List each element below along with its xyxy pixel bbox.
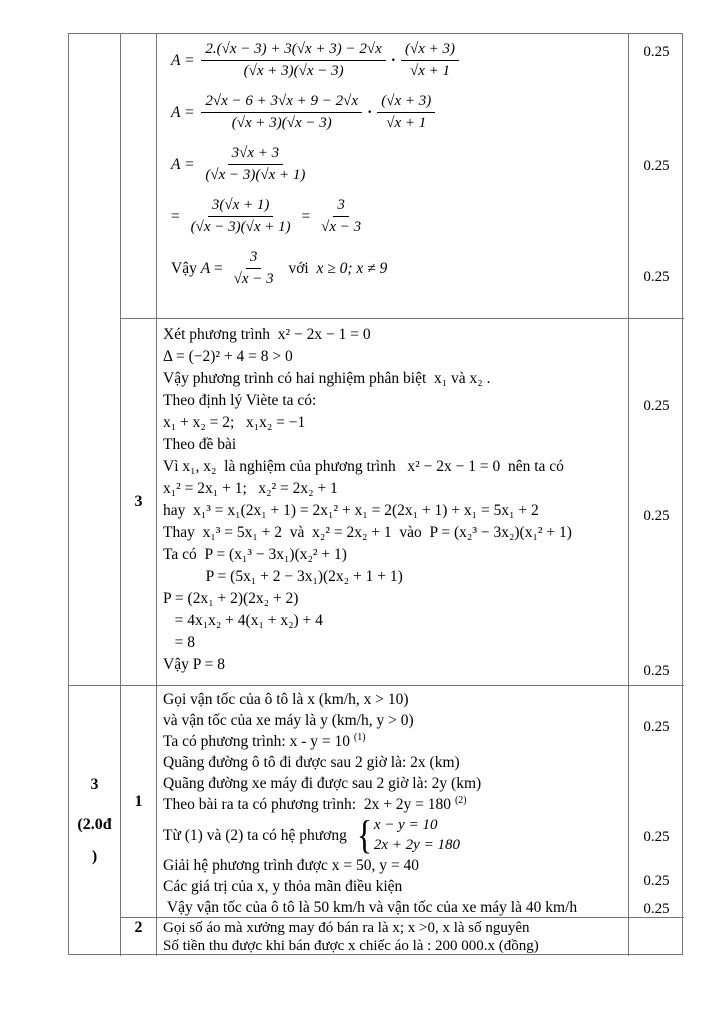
text-run: Giải hệ phương trình được x = 50, y = 40 (163, 857, 420, 874)
content-cell (157, 918, 629, 956)
text-run: Từ (1) và (2) ta có hệ phương (163, 826, 351, 844)
text-run: Xét phương trình x² − 2x − 1 = 0 (163, 326, 371, 343)
score-cell (629, 686, 684, 918)
text-run: Δ = (−2)² + 4 = 8 > 0 (163, 348, 293, 365)
sub-question-cell: 3 (121, 319, 157, 686)
text-run: Vì x₁, x₂ là nghiệm của phương trình x² − 2x − 1 = 0 nên ta có (163, 458, 564, 475)
text-run: (1) (353, 732, 366, 743)
content-line (163, 654, 626, 676)
text-run: (2) (454, 795, 467, 806)
text-run: Gọi số áo mà xưởng may đó bán ra là x; x >0, x là số nguyên (163, 920, 530, 936)
text-run: Quãng đường ô tô đi được sau 2 giờ là: 2x (km) (163, 754, 460, 771)
text-run: = 8 (163, 634, 195, 651)
text-run: · (367, 103, 373, 121)
content-line (163, 412, 626, 434)
score-value: 0.25 (643, 508, 670, 524)
content-line (163, 731, 626, 752)
content-line (163, 500, 626, 522)
question-points-close: ) (91, 848, 98, 865)
text-run: = (210, 259, 227, 277)
fraction: $\frac{3}{√x - 3}$ (321, 197, 362, 235)
content-line (171, 144, 626, 185)
content-line (163, 478, 626, 500)
content-cell (157, 319, 629, 686)
content-line (163, 855, 626, 876)
score-value: 0.25 (643, 398, 670, 414)
fraction: $\frac{(√x + 3)}{√x + 1}$ (377, 92, 435, 133)
text-run: Vậy phương trình có hai nghiệm phân biệt x₁ và x₂ . (163, 370, 491, 387)
fraction: $\frac{3√x + 3}{(√x - 3)(√x + 1)}$ (205, 145, 306, 183)
text-run: A = (171, 51, 199, 69)
content-cell (157, 686, 629, 918)
text-run: Vậy vận tốc của ô tô là 50 km/h và vận tốc của xe máy là 40 km/h (163, 899, 578, 916)
text-run: Ta có phương trình: x - y = 10 (163, 733, 354, 750)
content-line (163, 368, 626, 390)
content-line (163, 897, 626, 918)
text-run: Thay x₁³ = 5x₁ + 2 và x₂² = 2x₂ + 1 vào P = (x₂³ − 3x₂)(x₁² + 1) (163, 524, 572, 541)
text-run: Số tiền thu được khi bán được x chiếc áo là : 200 000.x (đồng) (163, 938, 539, 954)
equation-system: { x − y = 10 2x + 2y = 180 (356, 812, 460, 857)
score-value: 0.25 (643, 44, 670, 60)
text-run: x₁² = 2x₁ + 1; x₂² = 2x₂ + 1 (163, 480, 338, 497)
content-line (163, 919, 626, 937)
score-cell (629, 918, 684, 956)
content-line (163, 610, 626, 632)
content-line (163, 346, 626, 368)
content-line (163, 324, 626, 346)
content-line (163, 689, 626, 710)
content-line (163, 632, 626, 654)
content-line (163, 710, 626, 731)
text-run: Theo định lý Viète ta có: (163, 392, 317, 409)
text-run: x₁ + x₂ = 2; x₁x₂ = −1 (163, 414, 306, 431)
content-line (163, 876, 626, 897)
score-value: 0.25 (643, 269, 670, 285)
text-run: Ta có P = (x₁³ − 3x₁)(x₂² + 1) (163, 546, 347, 563)
text-run: Vậy P = 8 (163, 656, 225, 673)
text-run: Theo bài ra ta có phương trình: 2x + 2y = 180 (163, 796, 455, 813)
content-line (171, 92, 626, 133)
content-line (163, 588, 626, 610)
content-line (163, 812, 626, 857)
text-run: = (297, 207, 315, 225)
text-run: và vận tốc của xe máy là y (km/h, y > 0) (163, 712, 414, 729)
question-points-open: (2.0đ (77, 816, 112, 833)
text-run: Gọi vận tốc của ô tô là x (km/h, x > 10) (163, 691, 409, 708)
content-line (163, 566, 626, 588)
question-cell-top (69, 34, 121, 686)
brace-icon: { (356, 812, 372, 857)
content-cell (157, 34, 629, 319)
question-cell-3 (69, 686, 121, 956)
content-line (171, 248, 626, 289)
score-cell (629, 319, 684, 686)
content-line (163, 794, 626, 815)
content-line (163, 773, 626, 794)
content-line (163, 456, 626, 478)
score-value: 0.25 (643, 158, 670, 174)
question-number: 3 (90, 776, 99, 793)
text-run: Vậy (171, 259, 201, 277)
fraction: $\frac{2.(√x - 3) + 3(√x + 3) - 2√x}{(√x + 3)(√x - 3)}$ (201, 40, 385, 81)
text-run: P = (5x₁ + 2 − 3x₁)(2x₂ + 1 + 1) (163, 568, 403, 585)
text-run: = 4x₁x₂ + 4(x₁ + x₂) + 4 (163, 612, 323, 629)
text-run: A (200, 259, 211, 277)
fraction: $\frac{(√x + 3)}{√x + 1}$ (401, 40, 459, 81)
sub-question-cell: 2 (121, 918, 157, 956)
content-line (171, 196, 626, 237)
sub-question-cell (121, 34, 157, 319)
text-run: Quãng đường xe máy đi được sau 2 giờ là: 2y (km) (163, 775, 482, 792)
content-line (163, 434, 626, 456)
text-run: Các giá trị của x, y thỏa mãn điều kiện (163, 878, 403, 895)
fraction: $\frac{3(√x + 1)}{(√x - 3)(√x + 1)}$ (190, 197, 291, 235)
text-run: P = (2x₁ + 2)(2x₂ + 2) (163, 590, 299, 607)
text-run: Theo đề bài (163, 436, 237, 453)
content-line (163, 390, 626, 412)
score-value: 0.25 (643, 873, 670, 889)
score-cell (629, 34, 684, 319)
text-run: = (171, 207, 184, 225)
content-line (163, 937, 626, 955)
sub-question-cell: 1 (121, 686, 157, 918)
text-run: với (280, 259, 317, 277)
score-value: 0.25 (643, 901, 670, 917)
fraction: $\frac{2√x - 6 + 3√x + 9 - 2√x}{(√x + 3)(√x - 3)}$ (201, 92, 362, 133)
text-run: hay x₁³ = x₁(2x₁ + 1) = 2x₁² + x₁ = 2(2x₁ + 1) + x₁ = 5x₁ + 2 (163, 502, 539, 519)
text-run: A = (171, 155, 199, 173)
text-run: x ≥ 0; x ≠ 9 (316, 259, 388, 277)
fraction: $\frac{3}{√x - 3}$ (233, 249, 274, 287)
content-line (163, 522, 626, 544)
score-value: 0.25 (643, 829, 670, 845)
text-run: · (390, 51, 396, 69)
score-value: 0.25 (643, 663, 670, 679)
score-value: 0.25 (643, 719, 670, 735)
content-line (163, 752, 626, 773)
answer-key-table (68, 33, 683, 955)
content-line (163, 544, 626, 566)
text-run: A = (171, 103, 199, 121)
content-line (171, 40, 626, 81)
